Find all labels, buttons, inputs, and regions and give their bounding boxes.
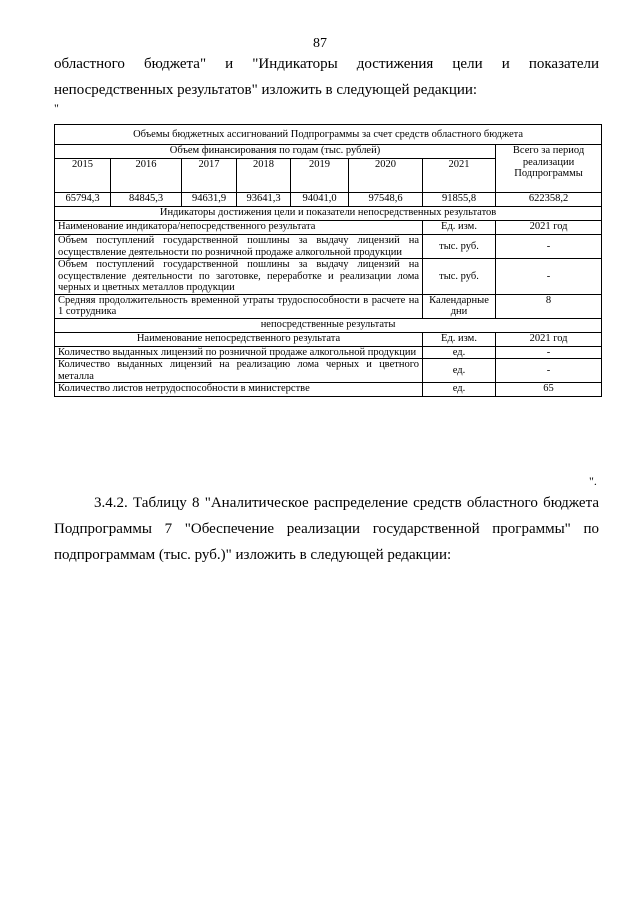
indicator-unit: тыс. руб.: [423, 259, 496, 295]
indicator-value: -: [496, 259, 602, 295]
year-column-header: 2021 год: [496, 221, 602, 235]
year-header: 2019: [291, 159, 349, 193]
amount-cell: 91855,8: [423, 193, 496, 207]
result-name: Количество листов нетрудоспособности в министерстве: [55, 383, 423, 397]
table-row: [55, 235, 602, 259]
result-value: 65: [496, 383, 602, 397]
indicator-unit: тыс. руб.: [423, 235, 496, 259]
result-value: -: [496, 359, 602, 383]
indicator-name: Средняя продолжительность временной утраты трудоспособности в расчете на 1 сотрудника: [55, 294, 423, 318]
year-header: 2017: [182, 159, 237, 193]
table-row: [55, 383, 602, 397]
open-quote: ": [54, 101, 59, 115]
intro-paragraph: областного бюджета" и "Индикаторы достижения цели и показатели непосредственных результатов" изложить в следующей редакции:: [54, 56, 599, 98]
indicators-header: Индикаторы достижения цели и показатели непосредственных результатов: [55, 207, 602, 221]
table-row: [55, 259, 602, 295]
table-row: [55, 346, 602, 359]
financing-header: Объем финансирования по годам (тыс. рублей): [55, 145, 496, 159]
amount-cell: 97548,6: [349, 193, 423, 207]
table-title: Объемы бюджетных ассигнований Подпрограммы за счет средств областного бюджета: [55, 125, 602, 145]
indicator-name: Объем поступлений государственной пошлины за выдачу лицензий на осуществление деятельности по заготовке, переработке и реализации лома черных и цветных металлов продукции: [55, 259, 423, 295]
year-header: 2016: [111, 159, 182, 193]
table-row: [55, 294, 602, 318]
amount-cell: 93641,3: [237, 193, 291, 207]
total-amount-cell: 622358,2: [496, 193, 602, 207]
result-name-column-header: Наименование непосредственного результата: [55, 332, 423, 346]
amount-cell: 94631,9: [182, 193, 237, 207]
indicator-name-column-header: Наименование индикатора/непосредственного результата: [55, 221, 423, 235]
result-name: Количество выданных лицензий на реализацию лома черных и цветного металла: [55, 359, 423, 383]
year-header: 2015: [55, 159, 111, 193]
result-unit: ед.: [423, 346, 496, 359]
indicator-unit: Календарные дни: [423, 294, 496, 318]
total-header: Всего за период реализации Подпрограммы: [496, 145, 602, 193]
amount-cell: 94041,0: [291, 193, 349, 207]
unit-column-header: Ед. изм.: [423, 221, 496, 235]
table-row: [55, 359, 602, 383]
amount-cell: 65794,3: [55, 193, 111, 207]
unit-column-header: Ед. изм.: [423, 332, 496, 346]
close-quote: ".: [589, 474, 597, 488]
indicator-value: 8: [496, 294, 602, 318]
budget-indicators-table: [54, 124, 602, 397]
result-unit: ед.: [423, 359, 496, 383]
results-header: непосредственные результаты: [55, 318, 602, 332]
indicator-name: Объем поступлений государственной пошлины за выдачу лицензий на осуществление деятельности по розничной продаже алкогольной продукции: [55, 235, 423, 259]
year-header: 2018: [237, 159, 291, 193]
result-name: Количество выданных лицензий по розничной продаже алкогольной продукции: [55, 346, 423, 359]
page-number: 87: [313, 36, 327, 51]
year-header: 2021: [423, 159, 496, 193]
year-column-header: 2021 год: [496, 332, 602, 346]
result-value: -: [496, 346, 602, 359]
year-header: 2020: [349, 159, 423, 193]
indicator-value: -: [496, 235, 602, 259]
section-paragraph: 3.4.2. Таблицу 8 "Аналитическое распределение средств областного бюджета Подпрограммы 7 "Обеспечение реализации государственной программы" по подпрограммам (тыс. руб.)" изложить в следующей редакции:: [54, 495, 599, 563]
result-unit: ед.: [423, 383, 496, 397]
amount-cell: 84845,3: [111, 193, 182, 207]
